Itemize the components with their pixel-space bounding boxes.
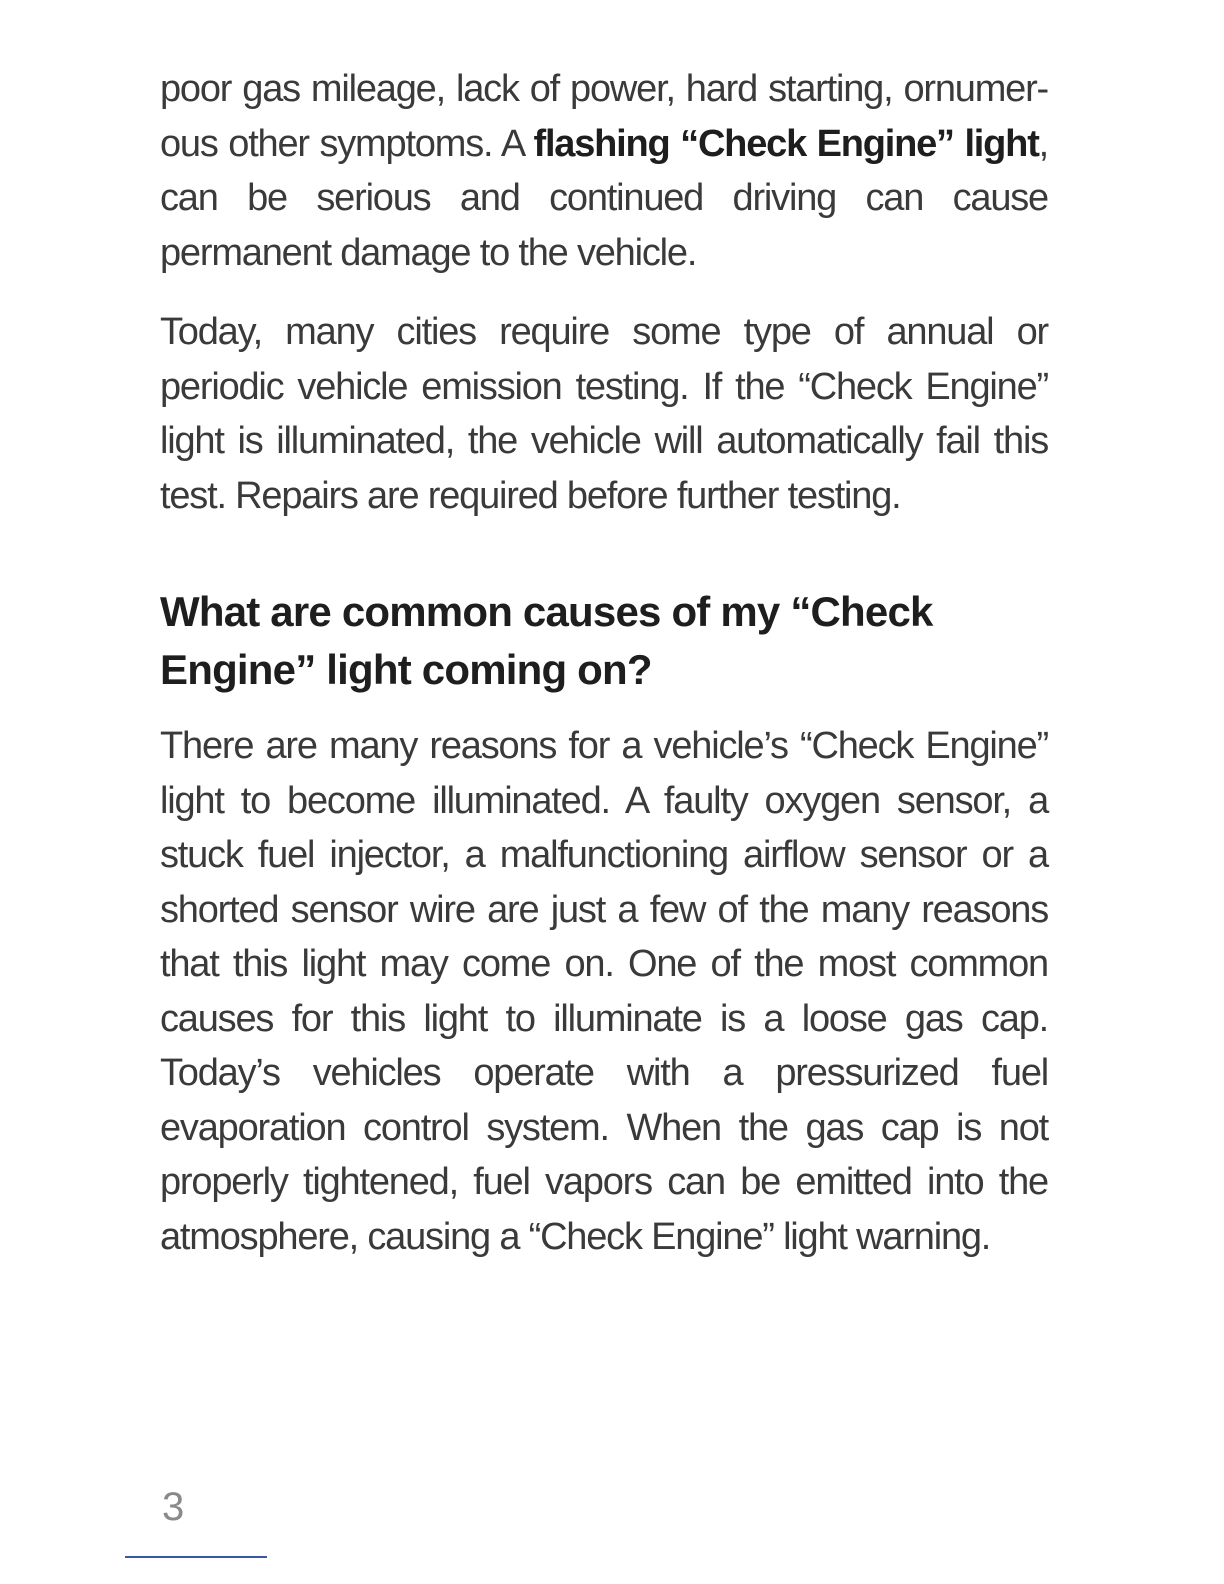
- flashing-check-engine-emphasis: flashing “Check Engine” light: [533, 122, 1039, 165]
- paragraph-symptoms: [160, 62, 1048, 280]
- page-number: 3: [162, 1485, 185, 1529]
- paragraph-symptoms-text-start: poor gas mileage, lack of power, hard starting, ornumer-ous other symptoms. A: [160, 68, 1048, 165]
- paragraph-symptoms-text-end: , can be serious and continued driving can cause permanent damage to the vehicle.: [160, 122, 1049, 274]
- section-heading: What are common causes of my “Check Engine” light coming on?: [160, 588, 933, 693]
- paragraph-common-causes: There are many reasons for a vehicle’s “Check Engine” light to become illuminated. A faulty oxygen sensor, a stuck fuel injector, a malfunctioning airflow sensor or a shorted sensor wire are just a few of the many reasons that this light may come on. One of the most common causes for this light to illuminate is a loose gas cap. Today’s vehicles operate with a pressurized fuel evaporation control system. When the gas cap is not properly tightened, fuel vapors can be emitted into the atmosphere, causing a “Check Engine” light warning.: [160, 725, 1048, 1258]
- paragraph-emission-testing: Today, many cities require some type of annual or periodic vehicle emission testing. If the “Check Engine” light is illuminated, the vehicle will automatically fail this test. Repairs are required before further testing.: [160, 311, 1048, 517]
- footer-divider: [125, 1556, 267, 1558]
- page-body: [160, 62, 1048, 1264]
